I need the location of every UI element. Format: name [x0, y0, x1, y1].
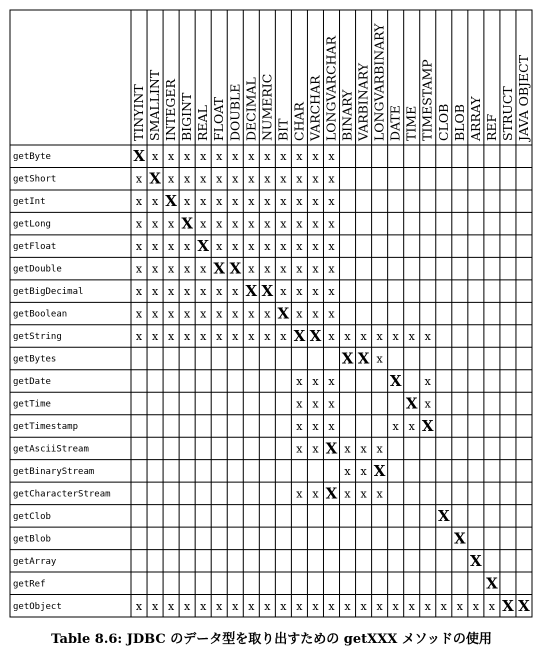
- primary-mark: X: [421, 416, 434, 435]
- column-header: VARCHAR: [307, 75, 323, 141]
- supported-mark: x: [312, 217, 319, 231]
- supported-mark: x: [216, 307, 223, 321]
- supported-mark: x: [296, 285, 303, 299]
- column-header: DECIMAL: [243, 77, 259, 141]
- supported-mark: x: [232, 195, 239, 209]
- column-header: DATE: [387, 105, 403, 141]
- supported-mark: x: [312, 442, 319, 456]
- supported-mark: x: [200, 262, 207, 276]
- supported-mark: x: [392, 599, 399, 613]
- supported-mark: x: [248, 307, 255, 321]
- column-header: ARRAY: [467, 96, 483, 141]
- supported-mark: x: [135, 330, 143, 344]
- supported-mark: x: [248, 217, 255, 231]
- row-method-label: getBytes: [13, 354, 57, 365]
- supported-mark: x: [472, 599, 479, 613]
- supported-mark: x: [328, 375, 335, 388]
- supported-mark: x: [216, 240, 223, 254]
- column-header: INTEGER: [163, 79, 179, 141]
- supported-mark: x: [312, 285, 319, 299]
- supported-mark: x: [376, 442, 383, 456]
- supported-mark: x: [264, 330, 271, 344]
- supported-mark: x: [135, 262, 143, 276]
- primary-mark: X: [293, 327, 306, 346]
- supported-mark: x: [440, 599, 447, 613]
- supported-mark: x: [248, 330, 255, 344]
- row-method-label: getTimestamp: [13, 421, 79, 432]
- supported-mark: x: [328, 307, 335, 321]
- column-header: TINYINT: [131, 84, 147, 141]
- primary-mark: X: [197, 237, 210, 256]
- supported-mark: x: [360, 442, 367, 456]
- supported-mark: x: [167, 240, 175, 254]
- supported-mark: x: [232, 240, 239, 254]
- primary-mark: X: [341, 349, 354, 368]
- supported-mark: x: [216, 330, 223, 344]
- supported-mark: x: [151, 307, 159, 321]
- supported-mark: x: [167, 599, 175, 613]
- supported-mark: x: [232, 217, 239, 231]
- supported-mark: x: [216, 150, 223, 164]
- primary-mark: X: [133, 147, 145, 166]
- supported-mark: x: [216, 285, 223, 299]
- supported-mark: x: [151, 240, 159, 254]
- primary-mark: X: [437, 506, 450, 525]
- supported-mark: x: [200, 307, 207, 321]
- supported-mark: x: [248, 240, 255, 254]
- supported-mark: x: [344, 330, 351, 344]
- supported-mark: x: [360, 330, 367, 344]
- primary-mark: X: [261, 282, 274, 301]
- supported-mark: x: [135, 599, 143, 613]
- supported-mark: x: [280, 172, 287, 186]
- supported-mark: x: [296, 442, 303, 456]
- primary-mark: X: [405, 394, 418, 413]
- supported-mark: x: [488, 599, 496, 613]
- primary-mark: X: [486, 574, 498, 593]
- supported-mark: x: [456, 599, 463, 613]
- supported-mark: x: [296, 307, 303, 321]
- supported-mark: x: [296, 599, 303, 613]
- row-method-label: getFloat: [13, 242, 57, 253]
- supported-mark: x: [200, 150, 207, 164]
- supported-mark: x: [184, 150, 191, 164]
- supported-mark: x: [184, 307, 191, 321]
- supported-mark: x: [296, 240, 303, 254]
- supported-mark: x: [135, 285, 143, 299]
- supported-mark: x: [216, 217, 223, 231]
- column-header: SMALLINT: [147, 69, 163, 141]
- supported-mark: x: [360, 464, 367, 478]
- column-header: JAVA OBJECT: [515, 54, 531, 141]
- supported-mark: x: [167, 217, 175, 231]
- row-method-label: getTime: [13, 399, 51, 410]
- column-header: BLOB: [451, 104, 467, 141]
- column-header: TIMESTAMP: [419, 59, 435, 141]
- primary-mark: X: [518, 596, 530, 615]
- supported-mark: x: [135, 307, 143, 321]
- supported-mark: x: [328, 419, 335, 433]
- supported-mark: x: [216, 599, 223, 613]
- supported-mark: x: [184, 285, 191, 299]
- primary-mark: X: [165, 192, 177, 211]
- supported-mark: x: [408, 419, 415, 433]
- primary-mark: X: [453, 529, 466, 548]
- supported-mark: x: [280, 195, 287, 209]
- supported-mark: x: [376, 352, 383, 366]
- supported-mark: x: [328, 262, 335, 276]
- supported-mark: x: [248, 262, 255, 276]
- supported-mark: x: [296, 487, 303, 501]
- supported-mark: x: [184, 599, 191, 613]
- supported-mark: x: [296, 172, 303, 186]
- row-method-label: getObject: [13, 601, 62, 612]
- supported-mark: x: [376, 330, 383, 344]
- column-header: NUMERIC: [259, 73, 275, 141]
- supported-mark: x: [200, 172, 207, 186]
- supported-mark: x: [232, 172, 239, 186]
- supported-mark: x: [344, 442, 351, 456]
- column-header: BIT: [275, 118, 291, 141]
- primary-mark: X: [325, 484, 338, 503]
- supported-mark: x: [151, 599, 159, 613]
- supported-mark: x: [248, 150, 255, 164]
- supported-mark: x: [248, 599, 255, 613]
- supported-mark: x: [151, 217, 159, 231]
- row-method-label: getAsciiStream: [13, 444, 89, 455]
- supported-mark: x: [296, 397, 303, 411]
- supported-mark: x: [312, 419, 319, 433]
- supported-mark: x: [184, 240, 191, 254]
- supported-mark: x: [424, 599, 431, 613]
- supported-mark: x: [392, 419, 399, 433]
- supported-mark: x: [264, 262, 271, 276]
- supported-mark: x: [167, 150, 175, 164]
- supported-mark: x: [264, 195, 271, 209]
- supported-mark: x: [135, 195, 143, 209]
- supported-mark: x: [408, 330, 415, 344]
- supported-mark: x: [264, 599, 271, 613]
- supported-mark: x: [280, 599, 287, 613]
- row-method-label: getArray: [13, 556, 57, 567]
- column-header: REAL: [195, 105, 211, 141]
- supported-mark: x: [424, 330, 431, 344]
- primary-mark: X: [277, 304, 290, 323]
- supported-mark: x: [135, 172, 143, 186]
- row-method-label: getBlob: [13, 534, 51, 545]
- supported-mark: x: [232, 307, 239, 321]
- supported-mark: x: [344, 464, 351, 478]
- supported-mark: x: [232, 330, 239, 344]
- row-method-label: getCharacterStream: [13, 489, 111, 500]
- row-method-label: getBinaryStream: [13, 466, 95, 477]
- primary-mark: X: [470, 551, 482, 570]
- supported-mark: x: [184, 172, 191, 186]
- supported-mark: x: [296, 150, 303, 164]
- column-header: LONGVARBINARY: [371, 23, 387, 141]
- primary-mark: X: [149, 169, 161, 188]
- supported-mark: x: [408, 599, 415, 613]
- supported-mark: x: [200, 195, 207, 209]
- supported-mark: x: [296, 419, 303, 433]
- column-header: BIGINT: [179, 92, 195, 141]
- supported-mark: x: [135, 217, 143, 231]
- row-method-label: getLong: [13, 219, 51, 230]
- supported-mark: x: [328, 599, 335, 613]
- supported-mark: x: [312, 240, 319, 254]
- supported-mark: x: [184, 195, 191, 209]
- supported-mark: x: [280, 240, 287, 254]
- column-header: VARBINARY: [355, 63, 371, 141]
- column-header: CHAR: [291, 102, 307, 141]
- supported-mark: x: [296, 217, 303, 231]
- supported-mark: x: [200, 217, 207, 231]
- supported-mark: x: [328, 150, 335, 164]
- supported-mark: x: [151, 330, 159, 344]
- row-method-label: getByte: [13, 152, 51, 163]
- supported-mark: x: [200, 285, 207, 299]
- supported-mark: x: [360, 599, 367, 613]
- supported-mark: x: [151, 285, 159, 299]
- supported-mark: x: [200, 330, 207, 344]
- supported-mark: x: [392, 330, 399, 344]
- row-method-label: getBigDecimal: [13, 287, 84, 298]
- supported-mark: x: [232, 150, 239, 164]
- row-method-label: getInt: [13, 197, 46, 208]
- supported-mark: x: [328, 172, 335, 186]
- supported-mark: x: [280, 285, 287, 299]
- supported-mark: x: [312, 307, 319, 321]
- supported-mark: x: [280, 330, 287, 344]
- supported-mark: x: [328, 240, 335, 254]
- supported-mark: x: [167, 262, 175, 276]
- primary-mark: X: [373, 461, 386, 480]
- row-method-label: getClob: [13, 511, 51, 522]
- supported-mark: x: [280, 150, 287, 164]
- supported-mark: x: [167, 307, 175, 321]
- supported-mark: x: [167, 172, 175, 186]
- supported-mark: x: [135, 240, 143, 254]
- primary-mark: X: [325, 439, 338, 458]
- row-method-label: getShort: [13, 174, 57, 185]
- column-header: BINARY: [339, 89, 355, 141]
- supported-mark: x: [344, 599, 351, 613]
- supported-mark: x: [312, 262, 319, 276]
- supported-mark: x: [248, 172, 255, 186]
- supported-mark: x: [264, 150, 271, 164]
- supported-mark: x: [280, 217, 287, 231]
- primary-mark: X: [229, 259, 242, 278]
- supported-mark: x: [312, 397, 319, 411]
- supported-mark: x: [232, 599, 239, 613]
- supported-mark: x: [248, 195, 255, 209]
- column-header: CLOB: [435, 103, 451, 141]
- supported-mark: x: [167, 330, 175, 344]
- column-header: FLOAT: [211, 97, 227, 141]
- column-header: LONGVARCHAR: [323, 36, 339, 141]
- supported-mark: x: [296, 375, 303, 388]
- supported-mark: x: [344, 487, 351, 501]
- supported-mark: x: [216, 195, 223, 209]
- supported-mark: x: [312, 487, 319, 501]
- supported-mark: x: [184, 330, 191, 344]
- supported-mark: x: [264, 240, 271, 254]
- supported-mark: x: [312, 195, 319, 209]
- column-header: REF: [483, 113, 499, 141]
- row-method-label: getRef: [13, 579, 46, 590]
- supported-mark: x: [312, 599, 319, 613]
- column-header: STRUCT: [499, 86, 515, 141]
- supported-mark: x: [312, 172, 319, 186]
- supported-mark: x: [328, 217, 335, 231]
- primary-mark: X: [245, 282, 258, 301]
- supported-mark: x: [216, 172, 223, 186]
- column-header: DOUBLE: [227, 83, 243, 141]
- supported-mark: x: [264, 217, 271, 231]
- supported-mark: x: [360, 487, 367, 501]
- row-method-label: getBoolean: [13, 309, 68, 320]
- primary-mark: X: [502, 596, 514, 615]
- supported-mark: x: [424, 375, 431, 388]
- primary-mark: X: [389, 372, 402, 390]
- supported-mark: x: [296, 195, 303, 209]
- supported-mark: x: [184, 262, 191, 276]
- primary-mark: X: [213, 259, 226, 278]
- supported-mark: x: [200, 599, 207, 613]
- supported-mark: x: [424, 397, 431, 411]
- supported-mark: x: [328, 397, 335, 411]
- table-caption: Table 8.6: JDBC のデータ型を取り出すための getXXX メソッドの使用: [51, 632, 492, 647]
- supported-mark: x: [376, 599, 383, 613]
- row-method-label: getDate: [13, 377, 51, 387]
- supported-mark: x: [296, 262, 303, 276]
- column-header: TIME: [403, 105, 419, 141]
- supported-mark: x: [280, 262, 287, 276]
- supported-mark: x: [376, 487, 383, 501]
- supported-mark: x: [151, 195, 159, 209]
- primary-mark: X: [309, 327, 322, 346]
- supported-mark: x: [264, 307, 271, 321]
- supported-mark: x: [312, 375, 319, 388]
- supported-mark: x: [264, 172, 271, 186]
- supported-mark: x: [167, 285, 175, 299]
- supported-mark: x: [151, 150, 159, 164]
- supported-mark: x: [232, 285, 239, 299]
- supported-mark: x: [328, 330, 335, 344]
- row-method-label: getDouble: [13, 264, 62, 275]
- supported-mark: x: [328, 285, 335, 299]
- primary-mark: X: [357, 349, 370, 368]
- supported-mark: x: [151, 262, 159, 276]
- primary-mark: X: [181, 214, 193, 233]
- supported-mark: x: [312, 150, 319, 164]
- row-method-label: getString: [13, 332, 62, 343]
- supported-mark: x: [328, 195, 335, 209]
